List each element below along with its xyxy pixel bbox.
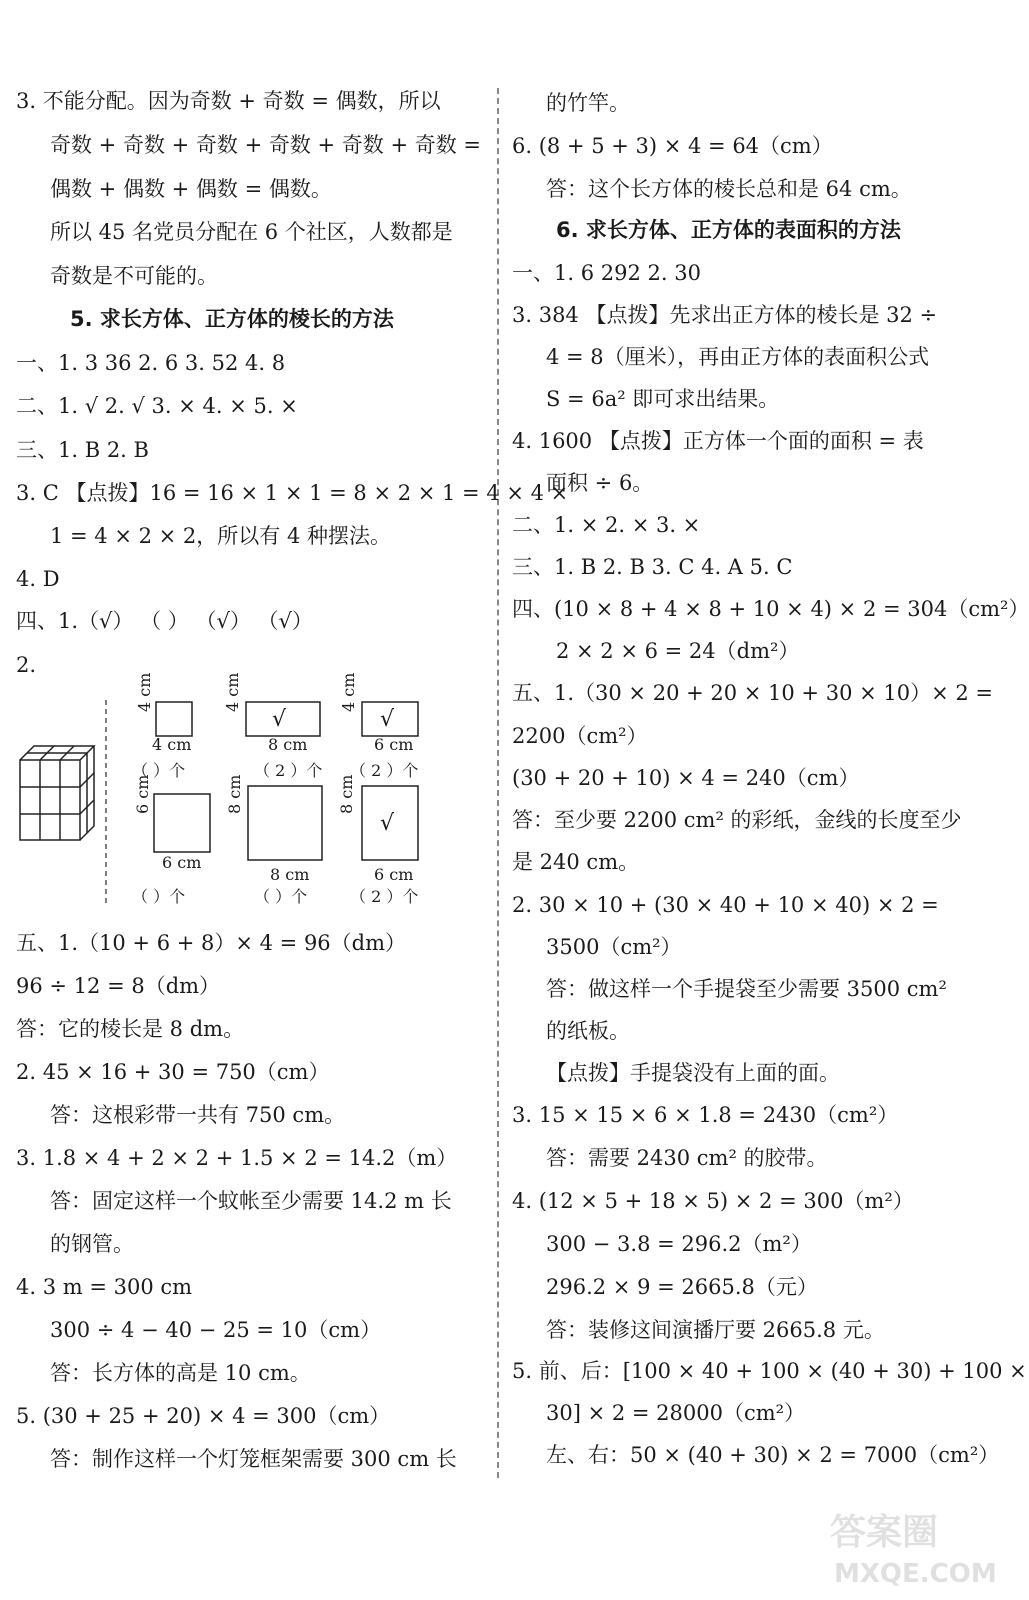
left-line-5: 奇数是不可能的。 — [50, 264, 218, 288]
left-line-7: 一、1. 3 36 2. 6 3. 52 4. 8 — [16, 351, 286, 375]
left-line-11: 1 = 4 × 2 × 2，所以有 4 种摆法。 — [50, 524, 391, 548]
right-line-11: 二、1. × 2. × 3. × — [512, 513, 701, 537]
left-line-10: 3. C 【点拨】16 = 16 × 1 × 1 = 8 × 2 × 1 = 4 × 4 × — [16, 481, 569, 505]
right-line-17: (30 + 20 + 10) × 4 = 240（cm） — [512, 766, 860, 790]
right-line-14: 2 × 2 × 6 = 24（dm²） — [556, 639, 800, 663]
face-6-width-label: 6 cm — [374, 865, 414, 884]
face-5-width-label: 8 cm — [270, 865, 310, 884]
right-line-30: 答：装修这间演播厅要 2665.8 元。 — [546, 1318, 885, 1342]
left-line-8: 二、1. √ 2. √ 3. × 4. × 5. × — [16, 394, 298, 418]
right-line-7: 4 = 8（厘米），再由正方体的表面积公式 — [546, 345, 930, 369]
right-line-18: 答：至少要 2200 cm² 的彩纸，金线的长度至少 — [512, 808, 962, 832]
cube-stack-drawing — [20, 746, 94, 840]
face-5-count: （ ）个 — [254, 887, 308, 906]
left-line-19: 答：这根彩带一共有 750 cm。 — [50, 1103, 346, 1127]
face-row-2 — [132, 775, 418, 906]
right-line-3: 答：这个长方体的棱长总和是 64 cm。 — [546, 177, 912, 201]
right-line-13: 四、(10 × 8 + 4 × 8 + 10 × 4) × 2 = 304（cm²） — [512, 597, 1029, 621]
face-6-count: （ 2 ）个 — [350, 887, 419, 906]
right-line-10: 面积 ÷ 6。 — [546, 471, 654, 495]
face-1-height-label: 4 cm — [135, 672, 154, 712]
right-line-33: 左、右：50 × (40 + 30) × 2 = 7000（cm²） — [546, 1443, 1000, 1467]
face-8x8 — [248, 786, 322, 860]
face-3-check: √ — [380, 707, 395, 732]
left-line-22: 的钢管。 — [50, 1232, 134, 1256]
face-6x6 — [154, 794, 210, 852]
right-line-25: 3. 15 × 15 × 6 × 1.8 = 2430（cm²） — [512, 1103, 899, 1127]
face-4-height-label: 6 cm — [133, 774, 152, 814]
face-row-1 — [132, 673, 418, 780]
right-line-22: 答：做这样一个手提袋至少需要 3500 cm² — [546, 977, 947, 1001]
left-line-21: 答：固定这样一个蚊帐至少需要 14.2 m 长 — [50, 1189, 452, 1213]
left-line-16: 96 ÷ 12 = 8（dm） — [16, 974, 221, 998]
left-line-3: 偶数 + 偶数 + 偶数 = 偶数。 — [50, 177, 332, 201]
right-line-20: 2. 30 × 10 + (30 × 40 + 10 × 40) × 2 = — [512, 893, 939, 917]
left-line-12: 4. D — [16, 567, 60, 591]
right-line-31: 5. 前、后：[100 × 40 + 100 × (40 + 30) + 100 × — [512, 1359, 1027, 1383]
left-line-15: 五、1.（10 + 6 + 8）× 4 = 96（dm） — [16, 931, 407, 955]
face-2-count: （ 2 ）个 — [254, 761, 323, 780]
left-line-18: 2. 45 × 16 + 30 = 750（cm） — [16, 1060, 330, 1084]
left-line-20: 3. 1.8 × 4 + 2 × 2 + 1.5 × 2 = 14.2（m） — [16, 1146, 458, 1170]
left-line-24: 300 ÷ 4 − 40 − 25 = 10（cm） — [50, 1318, 382, 1342]
face-4-count: （ ）个 — [132, 887, 186, 906]
face-2-width-label: 8 cm — [268, 735, 308, 754]
right-line-9: 4. 1600 【点拨】正方体一个面的面积 = 表 — [512, 429, 924, 453]
face-3-count: （ 2 ）个 — [350, 761, 419, 780]
face-6-check: √ — [380, 811, 395, 836]
right-line-6: 3. 384 【点拨】先求出正方体的棱长是 32 ÷ — [512, 303, 938, 327]
face-5-height-label: 8 cm — [225, 774, 244, 814]
right-line-1: 的竹竿。 — [546, 91, 630, 115]
face-2-height-label: 4 cm — [223, 672, 242, 712]
face-3-height-label: 4 cm — [339, 672, 358, 712]
watermark-logo — [818, 1502, 997, 1592]
right-line-19: 是 240 cm。 — [512, 850, 640, 874]
right-line-32: 30] × 2 = 28000（cm²） — [546, 1401, 806, 1425]
face-1-count: （ ）个 — [132, 761, 186, 780]
section-title-6: 6. 求长方体、正方体的表面积的方法 — [556, 218, 901, 242]
left-line-1: 3. 不能分配。因为奇数 + 奇数 = 偶数，所以 — [16, 89, 441, 113]
right-line-24: 【点拨】手提袋没有上面的面。 — [546, 1061, 840, 1085]
section-title-5: 5. 求长方体、正方体的棱长的方法 — [70, 307, 394, 331]
right-line-21: 3500（cm²） — [546, 935, 682, 959]
right-line-28: 300 − 3.8 = 296.2（m²） — [546, 1232, 812, 1256]
left-line-9: 三、1. B 2. B — [16, 438, 149, 462]
face-6-height-label: 8 cm — [337, 774, 356, 814]
right-line-8: S = 6a² 即可求出结果。 — [546, 387, 780, 411]
left-line-14: 2. — [16, 653, 37, 677]
column-divider — [497, 88, 499, 1478]
left-line-17: 答：它的棱长是 8 dm。 — [16, 1017, 245, 1041]
left-line-27: 答：制作这样一个灯笼框架需要 300 cm 长 — [50, 1447, 457, 1471]
right-line-23: 的纸板。 — [546, 1019, 630, 1043]
right-line-12: 三、1. B 2. B 3. C 4. A 5. C — [512, 555, 793, 579]
left-line-2: 奇数 + 奇数 + 奇数 + 奇数 + 奇数 + 奇数 = — [50, 133, 482, 157]
right-line-27: 4. (12 × 5 + 18 × 5) × 2 = 300（m²） — [512, 1189, 914, 1213]
watermark-bottom-text: MXQE.COM — [834, 1559, 997, 1589]
watermark-top-text: 答案圈 — [830, 1512, 939, 1553]
face-2-check: √ — [272, 707, 287, 732]
face-4-width-label: 6 cm — [162, 853, 202, 872]
face-4x4 — [156, 702, 192, 736]
right-line-2: 6. (8 + 5 + 3) × 4 = 64（cm） — [512, 134, 833, 158]
left-line-25: 答：长方体的高是 10 cm。 — [50, 1361, 311, 1385]
right-line-15: 五、1.（30 × 20 + 20 × 10 + 30 × 10）× 2 = — [512, 681, 994, 705]
face-1-width-label: 4 cm — [152, 735, 192, 754]
right-line-16: 2200（cm²） — [512, 724, 648, 748]
left-line-23: 4. 3 m = 300 cm — [16, 1275, 193, 1299]
right-line-29: 296.2 × 9 = 2665.8（元） — [546, 1275, 818, 1299]
left-line-26: 5. (30 + 25 + 20) × 4 = 300（cm） — [16, 1404, 391, 1428]
face-3-width-label: 6 cm — [374, 735, 414, 754]
cuboid-figure — [14, 672, 474, 930]
left-line-13: 四、1.（√） （ ） （√） （√） — [16, 609, 313, 633]
right-line-5: 一、1. 6 292 2. 30 — [512, 261, 701, 285]
left-line-4: 所以 45 名党员分配在 6 个社区，人数都是 — [50, 220, 453, 244]
right-line-26: 答：需要 2430 cm² 的胶带。 — [546, 1146, 828, 1170]
